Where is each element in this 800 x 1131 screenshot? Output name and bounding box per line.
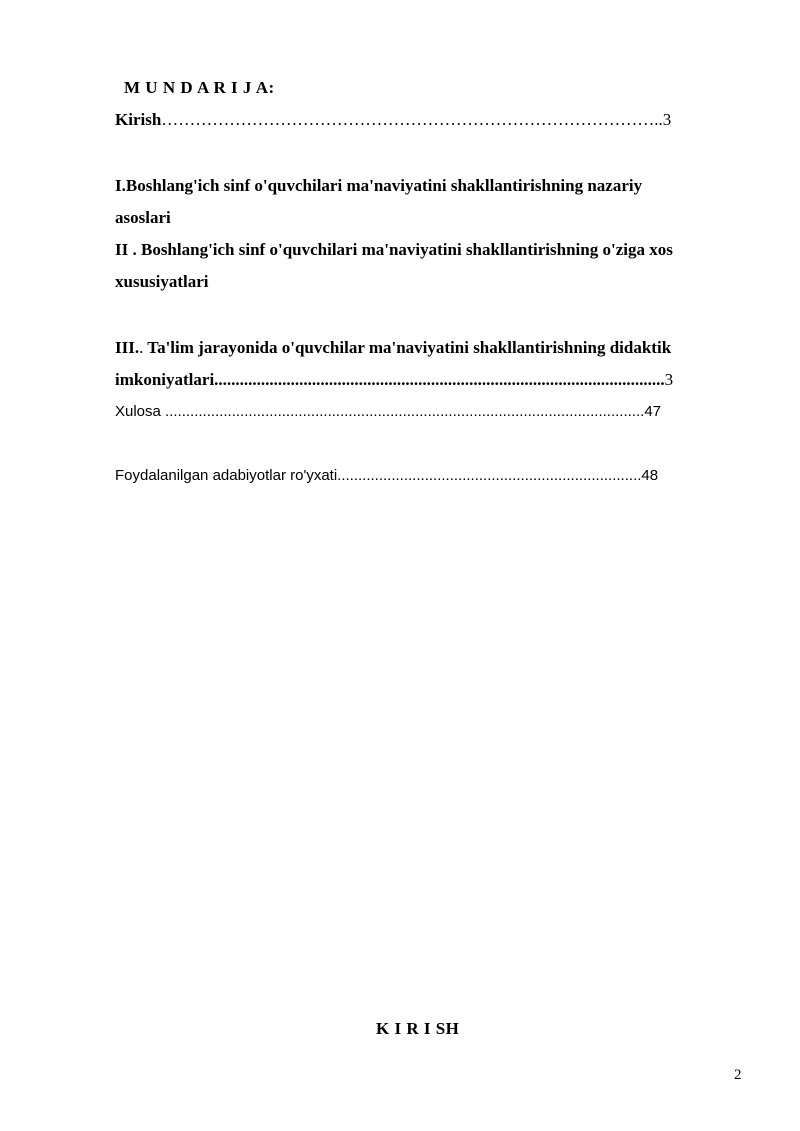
toc-page-number: 3 <box>662 110 672 129</box>
toc-leader: ......................................................................... <box>337 467 642 484</box>
toc-leader: .......................................................................................................... <box>214 370 665 389</box>
toc-leader: ................................................................................................................... <box>165 403 645 420</box>
toc-leader: …………………………………………………………………………….. <box>161 110 663 129</box>
toc-entry-chapter-3-line1[interactable] <box>115 338 671 358</box>
toc-entry-chapter-2-line2[interactable]: xususiyatlari <box>115 272 209 291</box>
toc-entry-chapter-2-line1[interactable]: II . Boshlang'ich sinf o'quvchilari ma'naviyatini shakllantirishning o'ziga xos <box>115 240 673 259</box>
toc-chapter-dot: . <box>139 338 144 357</box>
toc-entry-chapter-1-line1[interactable]: I.Boshlang'ich sinf o'quvchilari ma'naviyatini shakllantirishning nazariy <box>115 176 643 195</box>
toc-chapter-title-cont: imkoniyatlari <box>115 370 215 389</box>
toc-entry-kirish[interactable] <box>115 110 671 130</box>
toc-chapter-prefix: III. <box>115 338 140 357</box>
toc-page-number: 3 <box>664 370 674 389</box>
toc-chapter-title: Ta'lim jarayonida o'quvchilar ma'naviyatini shakllantirishning didaktik <box>143 338 672 357</box>
toc-entry-xulosa[interactable] <box>115 402 661 422</box>
toc-entry-chapter-3-line2[interactable] <box>115 370 673 390</box>
toc-entry-label: Kirish <box>115 110 162 129</box>
page-number: 2 <box>734 1067 742 1083</box>
section-heading-kirish: K I R I SH <box>376 1019 460 1038</box>
toc-entry-adabiyotlar[interactable] <box>115 466 658 486</box>
toc-entry-label: Xulosa <box>115 403 166 420</box>
toc-entry-chapter-1-line2[interactable]: asoslari <box>115 208 171 227</box>
toc-entry-label: Foydalanilgan adabiyotlar ro'yxati <box>115 467 338 484</box>
toc-page-number: 48 <box>641 467 659 484</box>
toc-page-number: 47 <box>644 403 661 420</box>
toc-heading: M U N D A R I J A: <box>124 78 275 97</box>
